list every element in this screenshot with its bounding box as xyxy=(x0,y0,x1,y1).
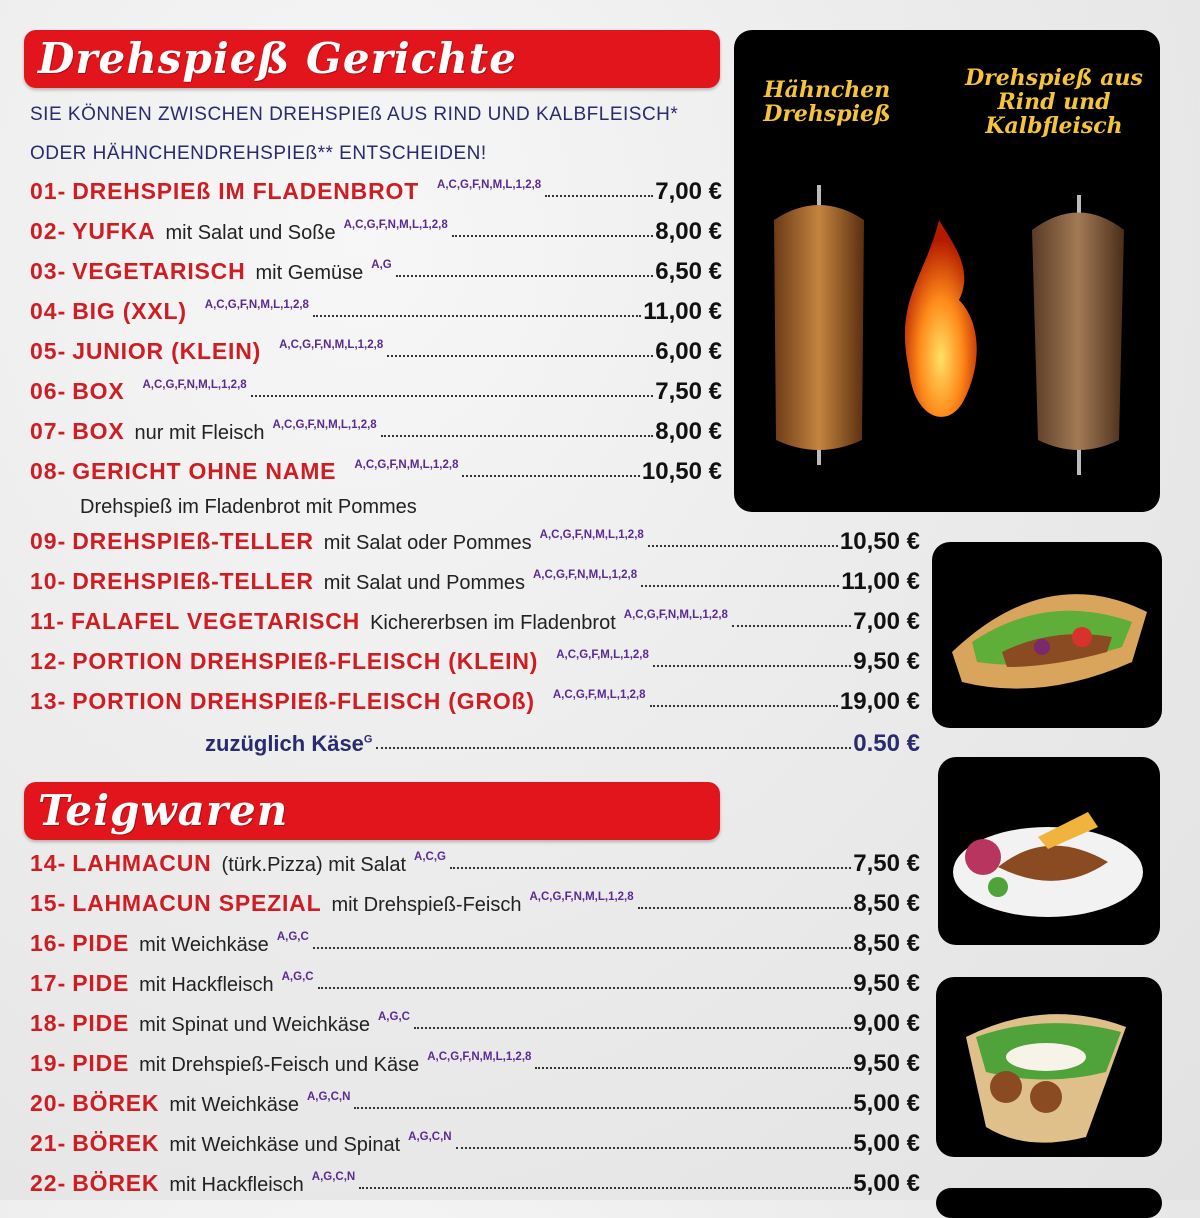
menu-item-number: 12- xyxy=(30,648,67,674)
leader-dots xyxy=(638,907,852,909)
menu-item-allergen-codes: A,C,G xyxy=(414,851,446,863)
menu-item-row xyxy=(30,1010,920,1044)
menu-item-name: BIG (XXL) xyxy=(72,298,187,324)
menu-item-number: 16- xyxy=(30,930,67,956)
menu-item-number: 14- xyxy=(30,850,67,876)
leader-dots xyxy=(545,195,653,197)
menu-item-name: LAHMACUN xyxy=(72,850,212,876)
leader-dots xyxy=(456,1147,852,1149)
label-beef-spit: Drehspieß aus Rind und Kalbfleisch xyxy=(965,65,1143,139)
menu-item-price: 7,50 € xyxy=(655,378,722,405)
menu-item-number: 10- xyxy=(30,568,67,594)
menu-item-price: 7,00 € xyxy=(853,608,920,635)
menu-item-row xyxy=(30,970,920,1004)
menu-item-allergen-codes: A,C,G,F,N,M,L,1,2,8 xyxy=(623,609,728,621)
kebab-sandwich-illustration xyxy=(932,542,1162,728)
menu-item-description: mit Salat und Soße xyxy=(165,222,336,244)
menu-item-price: 10,50 € xyxy=(839,528,920,555)
intro-line-2: ODER HÄHNCHENDREHSPIEß** ENTSCHEIDEN! xyxy=(30,143,487,164)
menu-item-number: 07- xyxy=(30,418,67,444)
menu-item-allergen-codes: A,G,C,N xyxy=(306,1091,351,1103)
leader-dots xyxy=(359,1187,851,1189)
menu-item-name: BÖREK xyxy=(72,1130,160,1156)
leader-dots xyxy=(648,545,838,547)
menu-item-allergen-codes: A,G,C,N xyxy=(311,1171,356,1183)
leader-dots xyxy=(251,395,654,397)
menu-item-allergen-codes: A,C,G,F,M,L,1,2,8 xyxy=(552,689,646,701)
menu-item-row xyxy=(30,218,722,252)
menu-item-allergen-codes: A,C,G,F,N,M,L,1,2,8 xyxy=(343,219,448,231)
menu-item-number: 11- xyxy=(30,608,65,634)
menu-item-name: BÖREK xyxy=(72,1090,160,1116)
menu-item-price: 7,00 € xyxy=(655,178,722,205)
section-banner-teigwaren xyxy=(24,782,720,840)
leader-dots xyxy=(732,625,851,627)
section-title: Drehspieß Gerichte xyxy=(38,34,517,83)
menu-item-row xyxy=(30,930,920,964)
leader-dots xyxy=(414,1027,851,1029)
menu-item-name: VEGETARISCH xyxy=(72,258,246,284)
menu-item-allergen-codes: A,C,G,F,N,M,L,1,2,8 xyxy=(279,339,384,351)
menu-item-price: 5,00 € xyxy=(853,1130,920,1157)
menu-item-number: 18- xyxy=(30,1010,67,1036)
menu-item-allergen-codes: A,G,C xyxy=(276,931,309,943)
doner-plate-photo xyxy=(938,757,1160,945)
menu-item-row xyxy=(30,648,920,682)
falafel-wrap-photo xyxy=(936,977,1162,1157)
leader-dots xyxy=(653,665,851,667)
menu-item-row xyxy=(30,378,722,412)
menu-item-number: 17- xyxy=(30,970,67,996)
menu-item-allergen-codes: A,C,G,F,N,M,L,1,2,8 xyxy=(427,1051,532,1063)
extra-cheese-row xyxy=(30,730,920,764)
intro-line-1: SIE KÖNNEN ZWISCHEN DREHSPIEß AUS RIND UND KALBFLEISCH* xyxy=(30,104,679,125)
menu-item-description: mit Salat und Pommes xyxy=(323,572,525,594)
menu-item-name: PORTION DREHSPIEß-FLEISCH (GROß) xyxy=(72,688,535,714)
menu-item-allergen-codes: A,C,G,F,M,L,1,2,8 xyxy=(556,649,649,661)
leader-dots xyxy=(313,947,852,949)
menu-item-description: mit Spinat und Weichkäse xyxy=(139,1014,370,1036)
extra-name: zuzüglich Käse$^G$ xyxy=(205,731,373,756)
menu-item-allergen-codes: A,C,G,F,N,M,L,1,2,8 xyxy=(437,179,542,191)
doner-spits-illustration xyxy=(734,30,1160,512)
menu-item-allergen-codes: A,C,G,F,N,M,L,1,2,8 xyxy=(539,529,644,541)
menu-item-name: BOX xyxy=(72,418,125,444)
menu-item-description: (türk.Pizza) mit Salat xyxy=(221,854,407,876)
label-chicken-spit: Hähnchen Drehspieß xyxy=(763,77,891,127)
menu-item-price: 8,00 € xyxy=(655,218,722,245)
leader-dots xyxy=(376,747,851,749)
menu-item-allergen-codes: A,C,G,F,N,M,L,1,2,8 xyxy=(142,379,247,391)
doner-spit-image-panel xyxy=(734,30,1160,512)
doner-plate-illustration xyxy=(938,757,1160,945)
leader-dots xyxy=(381,435,654,437)
menu-item-row xyxy=(30,1170,920,1204)
menu-item-row xyxy=(30,418,722,452)
menu-item-description: mit Hackfleisch xyxy=(169,1174,304,1196)
menu-item-number: 09- xyxy=(30,528,67,554)
menu-item-name: DREHSPIEß IM FLADENBROT xyxy=(72,178,420,204)
menu-item-row xyxy=(30,1050,920,1084)
menu-item-name: PIDE xyxy=(72,970,130,996)
menu-item-row xyxy=(30,1130,920,1164)
menu-item-price: 6,00 € xyxy=(655,338,722,365)
next-photo-panel xyxy=(936,1188,1162,1218)
menu-item-allergen-codes: A,C,G,F,N,M,L,1,2,8 xyxy=(204,299,309,311)
menu-item-row xyxy=(30,178,722,212)
menu-item-name: DREHSPIEß-TELLER xyxy=(72,568,314,594)
menu-item-price: 9,50 € xyxy=(853,648,920,675)
menu-item-row xyxy=(30,338,722,372)
menu-item-number: 21- xyxy=(30,1130,67,1156)
menu-item-allergen-codes: A,G,C xyxy=(281,971,314,983)
menu-item-price: 8,50 € xyxy=(853,930,920,957)
menu-item-name: BOX xyxy=(72,378,125,404)
section-banner-drehspiess xyxy=(24,30,720,88)
menu-item-allergen-codes: A,C,G,F,N,M,L,1,2,8 xyxy=(529,891,634,903)
menu-item-price: 6,50 € xyxy=(655,258,722,285)
extra-price: 0.50 € xyxy=(853,730,920,757)
menu-item-price: 7,50 € xyxy=(853,850,920,877)
menu-item-name: DREHSPIEß-TELLER xyxy=(72,528,314,554)
menu-item-row xyxy=(30,1090,920,1124)
menu-item-description: mit Drehspieß-Feisch xyxy=(331,894,522,916)
menu-item-row xyxy=(30,568,920,602)
menu-item-name: PIDE xyxy=(72,930,130,956)
menu-item-row xyxy=(30,258,722,292)
leader-dots xyxy=(387,355,653,357)
menu-item-row xyxy=(30,688,920,722)
menu-item-row xyxy=(30,850,920,884)
menu-item-row xyxy=(30,890,920,924)
menu-item-price: 11,00 € xyxy=(841,568,920,595)
leader-dots xyxy=(354,1107,851,1109)
menu-item-allergen-codes: A,G,C xyxy=(378,1011,410,1023)
menu-item-price: 11,00 € xyxy=(643,298,722,325)
leader-dots xyxy=(462,475,639,477)
section-title: Teigwaren xyxy=(38,786,289,835)
leader-dots xyxy=(450,867,851,869)
leader-dots xyxy=(452,235,654,237)
menu-item-price: 10,50 € xyxy=(641,458,722,485)
menu-item-description: mit Drehspieß-Feisch und Käse xyxy=(139,1054,420,1076)
menu-item-description: nur mit Fleisch xyxy=(134,422,265,444)
menu-item-name: PORTION DREHSPIEß-FLEISCH (KLEIN) xyxy=(72,648,539,674)
menu-item-number: 05- xyxy=(30,338,67,364)
menu-item-name: GERICHT OHNE NAME xyxy=(72,458,337,484)
leader-dots xyxy=(535,1067,851,1069)
menu-item-price: 9,50 € xyxy=(853,970,920,997)
menu-item-name: PIDE xyxy=(72,1050,130,1076)
menu-item-price: 9,50 € xyxy=(853,1050,920,1077)
falafel-wrap-illustration xyxy=(936,977,1162,1157)
menu-item-allergen-codes: A,C,G,F,N,M,L,1,2,8 xyxy=(532,569,638,581)
menu-item-name: BÖREK xyxy=(72,1170,160,1196)
menu-item-price: 5,00 € xyxy=(853,1090,920,1117)
leader-dots xyxy=(641,585,839,587)
menu-item-number: 20- xyxy=(30,1090,67,1116)
menu-item-price: 8,50 € xyxy=(853,890,920,917)
kebab-sandwich-photo xyxy=(932,542,1162,728)
leader-dots xyxy=(313,315,641,317)
menu-item-number: 02- xyxy=(30,218,67,244)
leader-dots xyxy=(396,275,654,277)
menu-item-number: 13- xyxy=(30,688,67,714)
menu-item-description: mit Gemüse xyxy=(255,262,364,284)
menu-item-name: YUFKA xyxy=(72,218,156,244)
menu-item-number: 04- xyxy=(30,298,67,324)
menu-item-number: 03- xyxy=(30,258,67,284)
menu-item-number: 01- xyxy=(30,178,67,204)
menu-item-row xyxy=(30,608,920,642)
menu-item-allergen-codes: A,G,C,N xyxy=(408,1131,452,1143)
menu-item-description: mit Hackfleisch xyxy=(139,974,274,996)
menu-item-description: mit Weichkäse und Spinat xyxy=(169,1134,401,1156)
menu-item-row xyxy=(30,528,920,562)
menu-item-description: Kichererbsen im Fladenbrot xyxy=(370,612,616,634)
menu-item-number: 15- xyxy=(30,890,67,916)
menu-item-allergen-codes: A,G xyxy=(371,259,392,271)
menu-item-description: mit Weichkäse xyxy=(169,1094,299,1116)
menu-item-description: mit Salat oder Pommes xyxy=(323,532,532,554)
menu-item-row xyxy=(30,458,722,492)
menu-item-allergen-codes: A,C,G,F,N,M,L,1,2,8 xyxy=(354,459,459,471)
menu-item-number: 22- xyxy=(30,1170,67,1196)
menu-item-price: 8,00 € xyxy=(655,418,722,445)
menu-item-description: mit Weichkäse xyxy=(139,934,269,956)
item-08-subtitle: Drehspieß im Fladenbrot mit Pommes xyxy=(80,496,417,518)
menu-item-name: LAHMACUN SPEZIAL xyxy=(72,890,322,916)
menu-item-name: PIDE xyxy=(72,1010,130,1036)
menu-item-number: 08- xyxy=(30,458,67,484)
menu-item-row xyxy=(30,298,722,332)
menu-item-price: 19,00 € xyxy=(839,688,920,715)
menu-item-price: 9,00 € xyxy=(853,1010,920,1037)
menu-item-price: 5,00 € xyxy=(853,1170,920,1197)
menu-item-number: 19- xyxy=(30,1050,67,1076)
menu-item-name: JUNIOR (KLEIN) xyxy=(72,338,262,364)
menu-item-allergen-codes: A,C,G,F,N,M,L,1,2,8 xyxy=(272,419,377,431)
leader-dots xyxy=(318,987,852,989)
menu-item-number: 06- xyxy=(30,378,67,404)
leader-dots xyxy=(650,705,838,707)
menu-item-name: FALAFEL VEGETARISCH xyxy=(70,608,361,634)
